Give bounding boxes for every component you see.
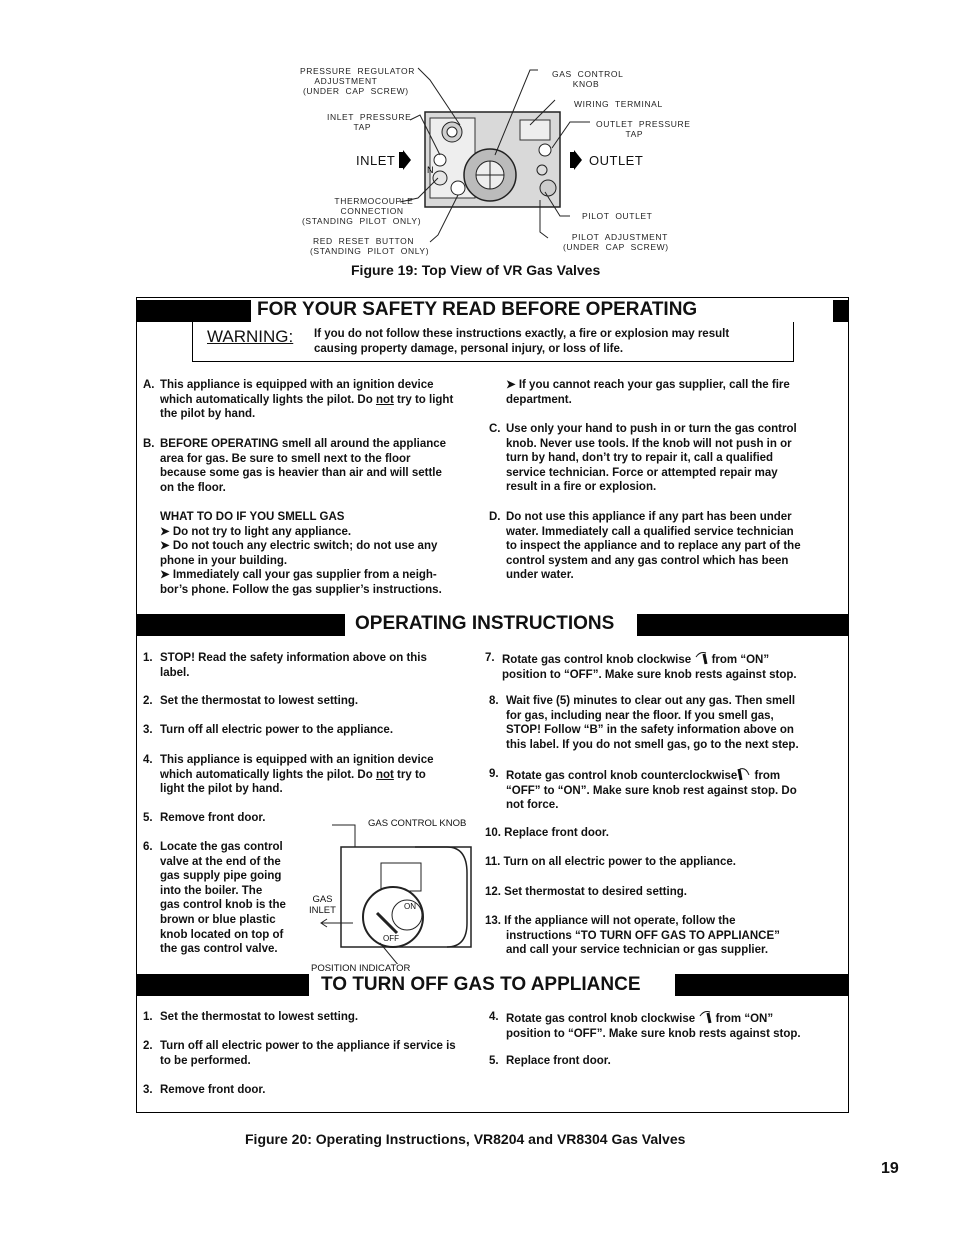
knob-label: GAS CONTROL KNOB <box>368 818 467 829</box>
label-thermocouple: THERMOCOUPLE CONNECTION (STANDING PILOT ONLY) <box>302 196 422 226</box>
smell-gas-list-cont: ➤ If you cannot reach your gas supplier, call the fire department. <box>506 379 790 406</box>
page-number: 19 <box>881 1160 899 1177</box>
warning-label: WARNING: <box>207 327 294 346</box>
svg-text:N: N <box>427 165 434 175</box>
turnoff-header-bar <box>137 963 848 996</box>
gas-control-knob-diagram <box>297 813 477 973</box>
off-label: OFF <box>383 934 399 943</box>
label-outlet-pressure-tap: OUTLET PRESSURE TAP <box>596 119 691 139</box>
clockwise-arrow-icon <box>698 1010 712 1024</box>
warning-text: If you do not follow these instructions exactly, a fire or explosion may result causing property damage, personal injury, or loss of life. <box>314 328 730 355</box>
op-step-10: 10. Replace front door. <box>485 827 609 839</box>
operating-label-panel: FOR YOUR SAFETY READ BEFORE OPERATING WARNING: If you do not follow these instructions exactly, a fire or explosion may result causing property damage, personal injury, or loss of life. A. This appliance is equipped with an ignition device which automatically lights the pilot. Do not try to light the pilot by hand. B. BEFORE OPERATING smell all around the appliance area for gas. Be sure to smell next to the floor because some gas is heavier than air and will settle on the floor. WHAT TO DO IF YOU SMELL GAS ➤ Do not try to light any appliance. ➤ Do not touch any electric switch; do not use any phone in your building. ➤ Immediately call your gas supplier from a neigh- bor’s phone. Follow the gas supplier’s instructions. ➤ If you cannot reach your gas supplier, call the fire department. C. Use only your hand to push in or turn the gas control knob. Never use tools. If the knob will not push in or turn by hand, don’t try to repair it, call a qualified service technician. Force or attempted repair may result in a fire or explosion. D. Do not use this appliance if any part has been under water. Immediately call a qualified service technician to inspect the appliance and to replace any part of the control system and any gas control which has been under water. OPERATING INSTRUCTIONS 1. STOP! Read the safety information above on this label. 2. Set the thermostat to lowest setting. 3. Turn off all electric power to the appliance. 4. This appliance is equipped with an ignition device which automatically lights the pilot. Do not try to light the pilot by hand. 5. Remove front door. 6. Locate the gas control valve at the end of the gas supply pipe going into the boiler. The gas control knob is the brown or blue plastic knob located on top of the gas control valve. GAS CONTROL KNOB GAS INLET ON OFF 7. Rotate gas control knob clockwise from “ON” position to “OFF”. Make sure knob rests against stop. 8. Wait five (5) minutes to clear out any gas. Then smell for gas, including near the floor. If you smell gas, STOP! Follow “B” in the safety information above on this label. If you do not smell gas, go to the next step. 9. Rotate gas control knob counterclockwise from “OFF” to “ON”. Make sure knob rest against stop. Do not force. 10. Replace front door. 11. Turn on all electric power to the appliance. 12. Set thermostat to desired setting. 13. If the appliance will not operate, follow the instructions “TO TURN OFF GAS TO APPLIANCE” and call your service technician or gas supplier. POSITION INDICATOR TO TURN OFF GAS TO APPLIANCE 1. Set the thermostat to lowest setting. 2. Turn off all electric power to the appliance if service is to be performed. 3. Remove front door. 4. Rotate gas control knob clockwise from “ON” position to “OFF”. Make sure knob rests against stop. 5. Replace front door. <box>136 297 849 1113</box>
gas-inlet-label: GAS INLET <box>309 894 336 916</box>
position-indicator-label: POSITION INDICATOR <box>311 963 411 974</box>
label-pilot-outlet: PILOT OUTLET <box>582 211 653 221</box>
label-gas-control-knob: GAS CONTROL KNOB <box>552 69 624 89</box>
op-step-12: 12. Set thermostat to desired setting. <box>485 886 687 898</box>
clockwise-arrow-icon <box>694 651 708 665</box>
safety-header: FOR YOUR SAFETY READ BEFORE OPERATING <box>251 298 833 322</box>
label-wiring-terminal: WIRING TERMINAL <box>574 99 663 109</box>
figure-19-caption: Figure 19: Top View of VR Gas Valves <box>351 262 601 278</box>
label-inlet: INLET <box>356 153 396 168</box>
label-inlet-pressure-tap: INLET PRESSURE TAP <box>327 112 412 132</box>
op-step-11: 11. Turn on all electric power to the appliance. <box>485 856 736 868</box>
label-outlet: OUTLET <box>589 153 644 168</box>
figure-20-caption: Figure 20: Operating Instructions, VR8204 and VR8304 Gas Valves <box>245 1131 686 1147</box>
turnoff-header: TO TURN OFF GAS TO APPLIANCE <box>309 974 675 996</box>
operating-header: OPERATING INSTRUCTIONS <box>345 612 637 636</box>
safety-header-bar <box>137 300 848 322</box>
label-red-reset: RED RESET BUTTON (STANDING PILOT ONLY) <box>310 236 430 256</box>
label-pressure-regulator: PRESSURE REGULATOR ADJUSTMENT (UNDER CAP SCREW) <box>300 66 415 96</box>
counterclockwise-arrow-icon <box>737 767 751 781</box>
on-label: ON <box>404 902 416 911</box>
smell-gas-list: WHAT TO DO IF YOU SMELL GAS ➤ Do not try to light any appliance. ➤ Do not touch any electric switch; do not use any phone in your building. ➤ Immediately call your gas supplier from a neigh- bor’s phone. Follow the gas supplier’s instructions. <box>160 511 442 596</box>
op-step-13: 13. If the appliance will not operate, follow the instructions “TO TURN OFF GAS TO APPLIANCE” and call your service technician or gas supplier. <box>485 915 780 957</box>
label-pilot-adjustment: PILOT ADJUSTMENT (UNDER CAP SCREW) <box>563 232 669 252</box>
warning-box <box>192 322 794 362</box>
operating-header-bar <box>137 614 848 636</box>
